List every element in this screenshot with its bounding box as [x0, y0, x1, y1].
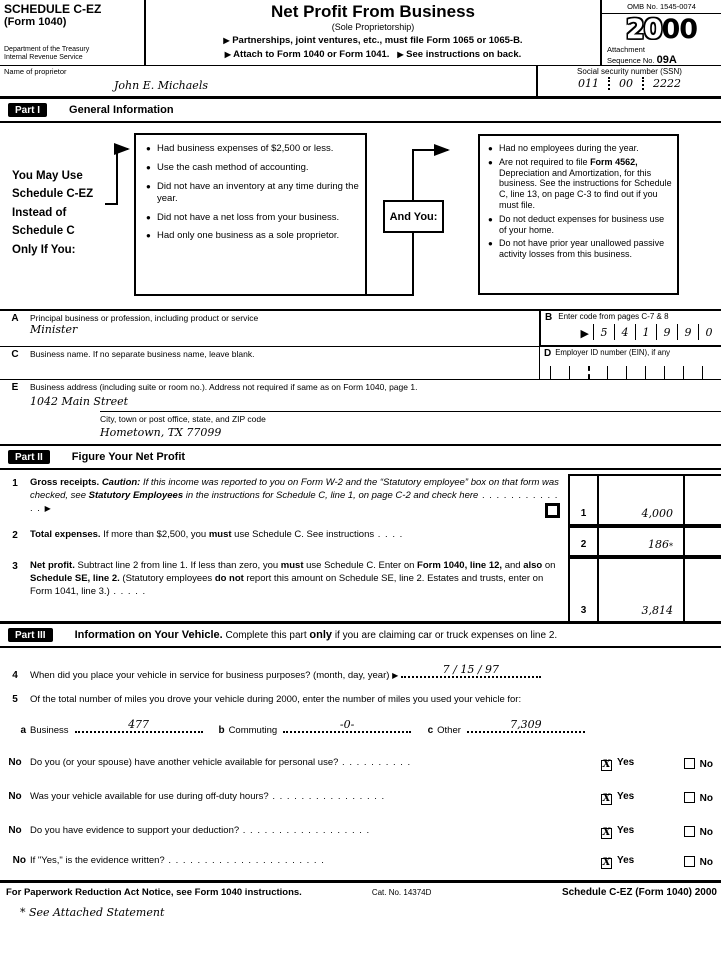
- line-7-number: No: [8, 791, 22, 803]
- bullet-icon: ●: [488, 157, 493, 167]
- field-d-ein-box[interactable]: [539, 347, 721, 380]
- field-c[interactable]: [0, 347, 539, 380]
- field-city-label: City, town or post office, state, and ZIP code: [100, 414, 266, 424]
- part3-header: [0, 624, 721, 648]
- line-2-row: [0, 526, 721, 557]
- part1-header: [0, 99, 721, 123]
- agency-name: Department of the Treasury Internal Revenue Service: [4, 45, 90, 61]
- bullet-icon: ●: [488, 144, 493, 153]
- field-b-digit-cells[interactable]: [545, 323, 719, 340]
- instruction-line-2: ▶ Attach to Form 1040 or Form 1041. ▶ See instructions on back.: [224, 48, 522, 60]
- bullet-icon: ●: [488, 239, 493, 249]
- line-3-number: 3: [12, 561, 18, 572]
- list-item: ● Do not deduct expenses for business use of your home.: [488, 213, 665, 235]
- line-5b-letter: b: [218, 725, 225, 736]
- right-arrow-icon: ▶: [392, 671, 399, 680]
- left-conditions-box: [134, 133, 367, 296]
- form-title: Net Profit From Business: [270, 2, 476, 21]
- field-city[interactable]: [100, 411, 721, 444]
- omb-year-block: [600, 0, 721, 65]
- field-e-value[interactable]: 1042 Main Street: [30, 395, 129, 408]
- row-e: [0, 380, 721, 446]
- line-2-text: 2 Total expenses. If more than $2,500, you must use Schedule C. See instructions . . . .: [0, 526, 568, 557]
- ein-digit: [550, 366, 569, 379]
- line-2-box-number: 2: [568, 526, 597, 557]
- line-4-question: When did you place your vehicle in service for business purposes? (month, day, year) ▶ 7 / 15 / 97: [30, 666, 713, 681]
- line-2-number: 2: [12, 530, 18, 541]
- line-3-cents-cell[interactable]: [683, 557, 721, 621]
- part1-tag: Part I: [8, 103, 47, 117]
- right-arrow-icon: ▶: [224, 49, 231, 59]
- no-label: No: [699, 793, 713, 804]
- row-c-d: [0, 347, 721, 380]
- ein-digit: [645, 366, 664, 379]
- line-5c-label: Other: [437, 725, 461, 736]
- proprietor-name-value[interactable]: John E. Michaels: [114, 79, 208, 92]
- part3-title: Information on Your Vehicle. Complete this part only if you are claiming car or truck expenses on line 2.: [74, 629, 558, 641]
- check-x-mark: X: [602, 857, 611, 869]
- proprietor-name-field[interactable]: [0, 66, 536, 96]
- field-city-value[interactable]: Hometown, TX 77099: [100, 426, 222, 439]
- line-8a-number: No: [8, 825, 22, 837]
- ein-digit: [664, 366, 683, 379]
- code-digit: 5: [593, 324, 614, 340]
- code-digit: 0: [698, 324, 719, 340]
- line-8a-question: Do you have evidence to support your deduction? . . . . . . . . . . . . . . . . . .: [30, 825, 371, 837]
- line-3-row: [0, 557, 721, 621]
- line-5c-letter: c: [427, 725, 434, 736]
- line-e-id: E: [11, 382, 19, 393]
- no-label: No: [699, 759, 713, 770]
- part2-title: Figure Your Net Profit: [71, 451, 186, 463]
- yes-label: Yes: [617, 825, 635, 837]
- row-a-b: [0, 311, 721, 347]
- line-6-number: No: [8, 757, 22, 769]
- proprietor-name-label: Name of proprietor: [4, 67, 67, 76]
- line-a-id: A: [11, 313, 19, 324]
- line-5-row: [0, 694, 721, 705]
- line-6-question: Do you (or your spouse) have another vehicle available for personal use? . . . . . . . . . .: [30, 757, 412, 769]
- line-7-question: Was your vehicle available for use during off-duty hours? . . . . . . . . . . . . . . . .: [30, 791, 386, 803]
- field-e-label: Business address (including suite or room no.). Address not required if same as on Form 1040, page 1.: [30, 382, 418, 392]
- schedule-name: SCHEDULE C-EZ: [4, 2, 102, 16]
- dot-leader: . . . . . . . . . . . . .: [30, 489, 559, 514]
- proprietor-row: [0, 66, 721, 99]
- may-use-caption: You May Use Schedule C-EZ Instead of Schedule C Only If You:: [12, 170, 94, 256]
- omb-number: OMB No. 1545-0074: [602, 0, 721, 14]
- statutory-employee-checkbox[interactable]: [545, 503, 560, 518]
- right-arrow-icon: ▶: [580, 328, 589, 340]
- form-subtitle: (Sole Proprietorship): [331, 21, 415, 32]
- line-1-amount[interactable]: 4,000: [597, 474, 683, 526]
- line-1-box-number: 1: [568, 474, 597, 526]
- dot-leader: . . . . . . . . . .: [338, 757, 412, 769]
- line-6-row: [0, 756, 721, 770]
- line-5b-label: Commuting: [228, 725, 278, 736]
- list-item: ● Are not required to file Form 4562, Depreciation and Amortization, for this business. See the instructions for Schedule C, line 13, on page C-3 to find out if you must file.: [488, 156, 672, 210]
- dot-leader: . . . . .: [109, 585, 147, 597]
- field-a-label: Principal business or profession, including product or service: [30, 313, 259, 323]
- line-7-yes-checkbox[interactable]: [601, 794, 612, 805]
- line-5a-letter: a: [20, 725, 26, 736]
- line-8b-row: [0, 854, 721, 868]
- part3-tag: Part III: [8, 628, 53, 642]
- ssn-value[interactable]: 011 00 2222: [578, 77, 681, 90]
- line-2-amount[interactable]: 186 *: [597, 526, 683, 557]
- bullet-icon: ●: [146, 144, 151, 153]
- line-1-row: [0, 474, 721, 526]
- form-header: [0, 0, 721, 66]
- line-6-yes-checkbox[interactable]: [601, 760, 612, 771]
- line-8a-yes-checkbox[interactable]: [601, 828, 612, 839]
- ein-digit: [683, 366, 702, 379]
- list-item: ● Had only one business as a sole proprietor.: [146, 230, 340, 242]
- line-3-amount[interactable]: 3,814: [597, 557, 683, 621]
- code-digit: 1: [635, 324, 656, 340]
- line-8b-no-checkbox[interactable]: [684, 856, 695, 867]
- no-label: No: [699, 857, 713, 868]
- ssn-field[interactable]: [536, 66, 721, 96]
- line-2-cents-cell[interactable]: [683, 526, 721, 557]
- bullet-icon: ●: [146, 231, 151, 241]
- line-c-id: C: [11, 349, 19, 360]
- line-1-text: 1 Gross receipts. Caution: If this income was reported to you on Form W-2 and the “Statutory employee” box on that form was checked, see Statutory Employees in the instructions for Schedule C, line 1, on page C-2 and check here . . . . . . . . . . . . . ▶: [0, 474, 568, 526]
- ssn-divider: [642, 77, 644, 90]
- line-3-text: 3 Net profit. Subtract line 2 from line 1. If less than zero, you must use Schedule C. Enter on Form 1040, line 12, and also on Schedule SE, line 2. (Statutory employees do not report this amount on Schedule SE, line 2. Estates and trusts, enter on Form 1041, line 3.) . . . . .: [0, 557, 568, 621]
- line-b-id: B: [545, 312, 553, 323]
- line-4-number: 4: [12, 670, 18, 681]
- list-item: ● Had business expenses of $2,500 or less.: [146, 143, 334, 154]
- tax-year: 2000: [625, 14, 698, 45]
- line-5a-field[interactable]: [75, 718, 203, 733]
- footer: [0, 883, 721, 898]
- list-item: ● Did not have a net loss from your business.: [146, 211, 340, 223]
- yes-label: Yes: [617, 757, 635, 769]
- and-you-box: And You:: [383, 200, 444, 233]
- form-number: (Form 1040): [4, 15, 67, 28]
- line-5-number: 5: [12, 694, 18, 705]
- form-id-block: [0, 0, 146, 65]
- dot-leader: . . . . . . . . . . . . . . . . . . . . . .: [164, 855, 325, 867]
- line-8a-row: [0, 824, 721, 838]
- field-d-label: Employer ID number (EIN), if any: [555, 348, 671, 357]
- net-profit-grid: [0, 474, 721, 624]
- line-1-cents-cell[interactable]: [683, 474, 721, 526]
- form-title-block: [146, 0, 600, 65]
- line-6-no-checkbox[interactable]: [684, 758, 695, 769]
- attachment-sequence: Attachment Sequence No. 09A: [607, 45, 677, 66]
- list-item: ● Had no employees during the year.: [488, 143, 639, 153]
- line-d-id: D: [544, 348, 552, 359]
- list-item: ● Did not have an inventory at any time during the year.: [146, 180, 359, 204]
- line-7-row: [0, 790, 721, 804]
- field-b-label: Enter code from pages C-7 & 8: [558, 312, 669, 321]
- ssn-label: Social security number (SSN): [577, 67, 682, 76]
- list-item: ● Use the cash method of accounting.: [146, 161, 309, 173]
- code-digit: 4: [614, 324, 635, 340]
- ein-digit: [569, 366, 588, 379]
- business-miles: 477: [128, 718, 150, 731]
- ein-digit: [626, 366, 645, 379]
- footnote-marker: *: [669, 542, 673, 551]
- line-5b-field[interactable]: [283, 718, 411, 733]
- ein-digit: [702, 366, 721, 379]
- right-arrow-icon: ▶: [44, 503, 51, 513]
- ein-digit: [588, 366, 607, 379]
- line-3-box-number: 3: [568, 557, 597, 621]
- line-8b-question: If "Yes," is the evidence written? . . . . . . . . . . . . . . . . . . . . . .: [30, 855, 325, 867]
- code-digit: 9: [677, 324, 698, 340]
- attached-statement-note: * See Attached Statement: [20, 906, 165, 919]
- line-5-question: Of the total number of miles you drove your vehicle during 2000, enter the number of miles you used your vehicle for:: [30, 694, 522, 705]
- right-arrow-icon: ▶: [397, 49, 404, 59]
- line-7-no-checkbox[interactable]: [684, 792, 695, 803]
- catalog-number: Cat. No. 14374D: [371, 888, 432, 897]
- field-a[interactable]: [0, 311, 539, 347]
- right-conditions-box: [478, 134, 679, 295]
- dot-leader: . . . . . . . . . . . . . . . . . .: [239, 825, 371, 837]
- instruction-line-1: ▶ Partnerships, joint ventures, etc., must file Form 1065 or 1065-B.: [223, 34, 523, 46]
- field-b-code-box[interactable]: [539, 311, 721, 347]
- yes-label: Yes: [617, 855, 635, 867]
- check-x-mark: X: [602, 793, 611, 805]
- other-miles: 7,309: [510, 718, 542, 731]
- part1-title: General Information: [69, 104, 174, 116]
- part2-tag: Part II: [8, 450, 50, 464]
- ssn-divider: [608, 77, 610, 90]
- bullet-icon: ●: [488, 214, 493, 224]
- line-5c-field[interactable]: [467, 718, 585, 733]
- line-1-number: 1: [12, 478, 18, 489]
- line-4-row: [0, 663, 721, 681]
- line-8b-yes-checkbox[interactable]: [601, 858, 612, 869]
- line-5a-label: Business: [30, 725, 69, 736]
- dot-leader: . . . . . . . . . . . . . . . .: [268, 791, 386, 803]
- bullet-icon: ●: [146, 181, 151, 191]
- line-8b-letter: No: [12, 855, 26, 867]
- paperwork-notice: For Paperwork Reduction Act Notice, see Form 1040 instructions.: [6, 887, 302, 898]
- line-8a-no-checkbox[interactable]: [684, 826, 695, 837]
- line-5-abc-row: [0, 718, 721, 736]
- line-4-answer-field[interactable]: [401, 663, 541, 678]
- field-e[interactable]: [0, 382, 721, 393]
- list-item: ● Do not have prior year unallowed passive activity losses from this business.: [488, 238, 665, 260]
- check-x-mark: X: [602, 827, 611, 839]
- ein-digit: [607, 366, 626, 379]
- check-x-mark: X: [602, 759, 611, 771]
- code-digit: 9: [656, 324, 677, 340]
- right-arrow-icon: ▶: [223, 35, 230, 45]
- no-label: No: [699, 827, 713, 838]
- yes-label: Yes: [617, 791, 635, 803]
- field-c-label: Business name. If no separate business name, leave blank.: [30, 349, 255, 359]
- field-a-value[interactable]: Minister: [30, 323, 78, 336]
- eligibility-flowchart: [0, 123, 721, 311]
- form-footer-title: Schedule C-EZ (Form 1040) 2000: [561, 887, 717, 898]
- dot-leader: . . . .: [374, 529, 404, 540]
- commuting-miles: -0-: [339, 718, 355, 731]
- field-d-digit-cells[interactable]: [544, 366, 721, 379]
- bullet-icon: ●: [146, 212, 151, 222]
- part2-header: [0, 446, 721, 470]
- bullet-icon: ●: [146, 162, 151, 172]
- vehicle-service-date: 7 / 15 / 97: [442, 663, 500, 676]
